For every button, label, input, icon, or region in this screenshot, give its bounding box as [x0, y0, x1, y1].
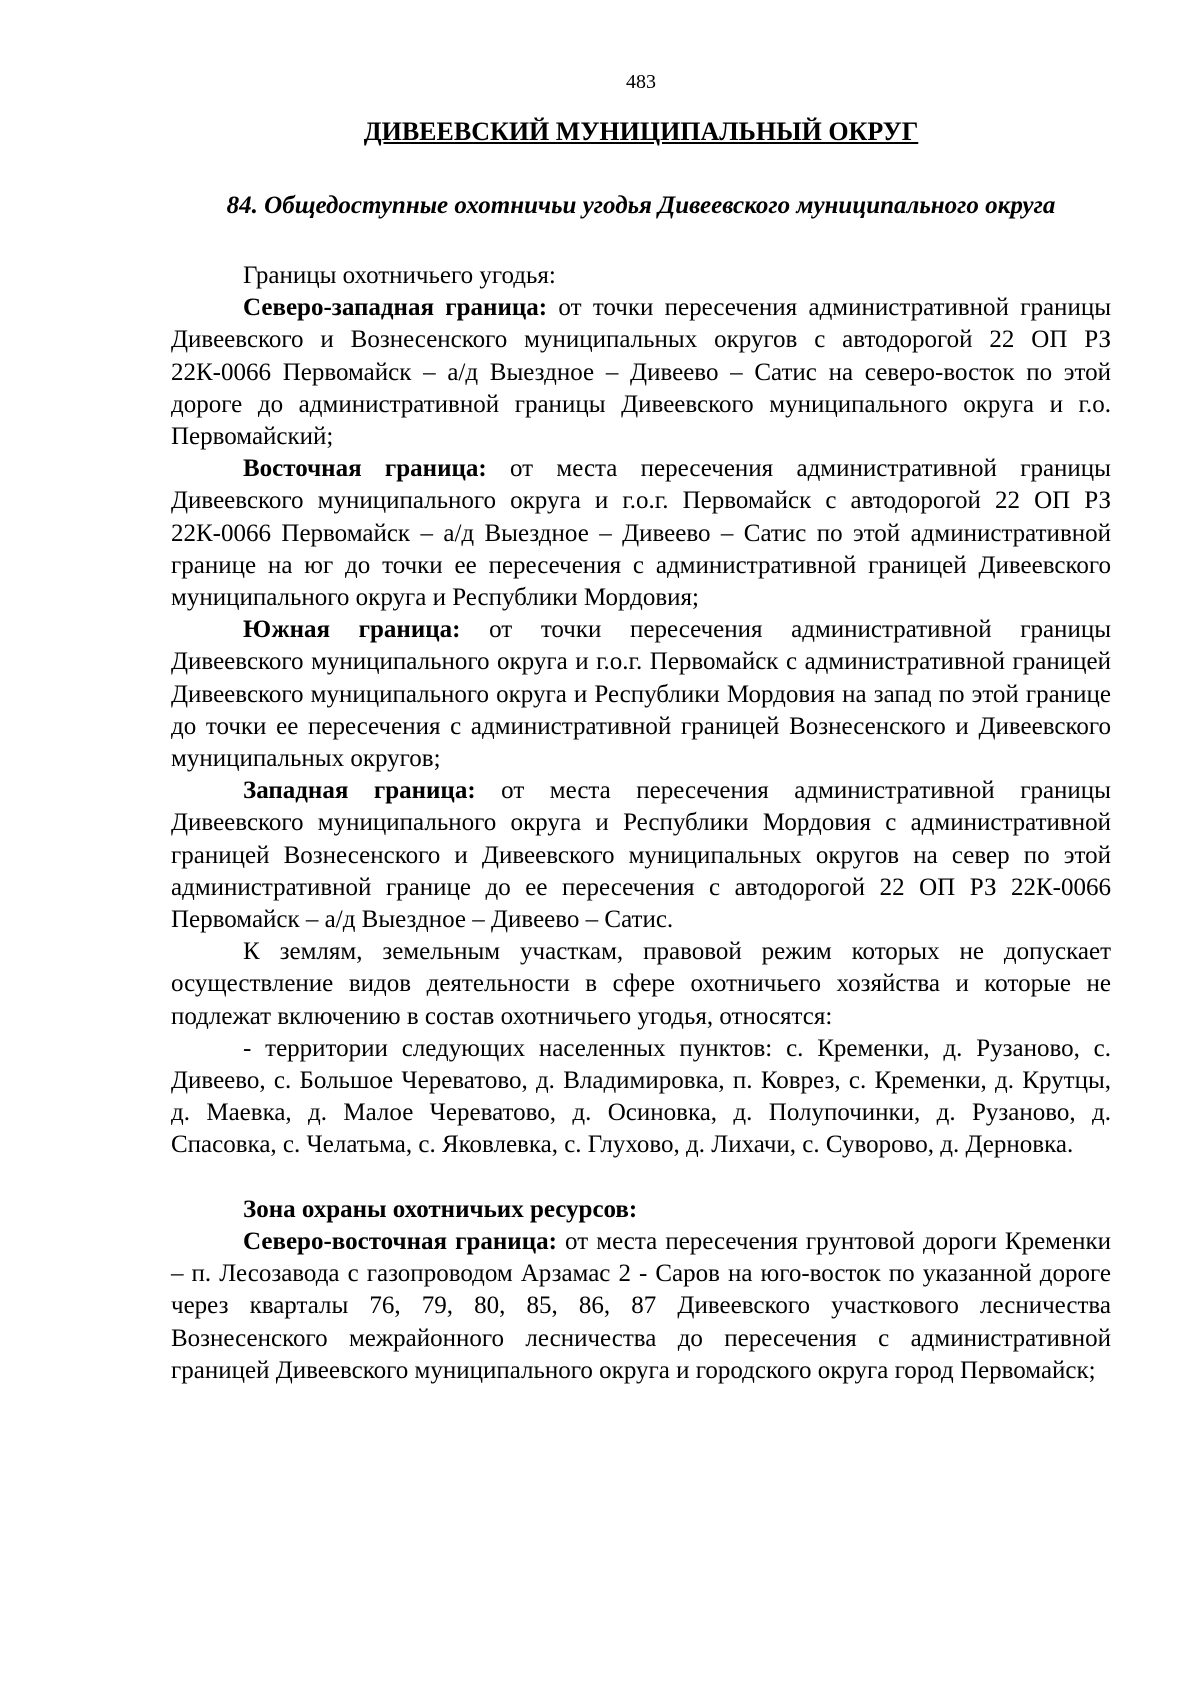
northeast-boundary-paragraph — [171, 1226, 1111, 1387]
settlements-list: - территории следующих населенных пунктов: с. Кременки, д. Рузаново, с. Дивеево, с. Большое Череватово, д. Владимировка, п. Коврез, с. Кременки, д. Крутцы, д. Маевка, д. Малое Череватово, д. Осиновка, д. Полупочинки, д. Рузаново, д. Спасовка, с. Челатьма, с. Яковлевка, с. Глухово, д. Лихачи, с. Суворово, д. Дерновка. — [171, 1034, 1111, 1159]
east-boundary-label: Восточная граница: — [243, 455, 487, 483]
east-boundary-paragraph — [171, 453, 1111, 614]
northwest-boundary-text: от точки пересечения административной границы Дивеевского и Вознесенского муниципальных округов с автодорогой 22 ОП РЗ 22К-0066 Первомайск – а/д Выездное – Дивеево – Сатис на северо-восток по этой дороге до административной границы Дивеевского муниципального округа и г.о. Первомайский; — [171, 294, 1111, 451]
west-boundary-paragraph — [171, 775, 1111, 936]
northeast-boundary-label: Северо-восточная граница: — [243, 1227, 557, 1255]
south-boundary-text: от точки пересечения административной границы Дивеевского муниципального округа и г.о.г. Первомайск с административной границей Дивеевского муниципального округа и Республики Мордовия на запад по этой границе до точки ее пересечения с административной границей Вознесенского и Дивеевского муниципальных округов; — [171, 616, 1111, 773]
northeast-boundary-text: от места пересечения грунтовой дороги Кременки – п. Лесозавода с газопроводом Арзамас 2 - Саров на юго-восток по указанной дороге через кварталы 76, 79, 80, 85, 86, 87 Дивеевского участкового лесничества Вознесенского межрайонного лесничества до пересечения с административной границей Дивеевского муниципального округа и городского округа город Первомайск; — [171, 1227, 1111, 1384]
protection-zone-heading: Зона охраны охотничьих ресурсов: — [243, 1195, 638, 1223]
west-boundary-text: от места пересечения административной границы Дивеевского муниципального округа и Республики Мордовия с административной границей Вознесенского и Дивеевского муниципальных округов на север по этой административной границе до ее пересечения с автодорогой 22 ОП РЗ 22К-0066 Первомайск – а/д Выездное – Дивеево – Сатис. — [171, 777, 1111, 934]
northwest-boundary-label: Северо-западная граница: — [243, 294, 548, 322]
northwest-boundary-paragraph — [171, 292, 1111, 453]
east-boundary-text: от места пересечения административной границы Дивеевского муниципального округа и г.о.г. Первомайск с автодорогой 22 ОП РЗ 22К-0066 Первомайск – а/д Выездное – Дивеево – Сатис по этой административной границе на юг до точки ее пересечения с административной границей Дивеевского муниципального округа и Республики Мордовия; — [171, 455, 1111, 612]
district-title: ДИВЕЕВСКИЙ МУНИЦИПАЛЬНЫЙ ОКРУГ — [363, 117, 919, 146]
page-number: 483 — [626, 71, 656, 93]
south-boundary-label: Южная граница: — [243, 616, 461, 644]
boundaries-intro: Границы охотничьего угодья: — [243, 262, 556, 289]
west-boundary-label: Западная граница: — [243, 777, 476, 805]
south-boundary-paragraph — [171, 614, 1111, 775]
exclusions-intro: К землям, земельным участкам, правовой режим которых не допускает осуществление видов деятельности в сфере охотничьего хозяйства и которые не подлежат включению в состав охотничьего угодья, относятся: — [171, 938, 1111, 1030]
document-body — [171, 260, 1111, 1387]
section-title: 84. Общедоступные охотничьи угодья Дивеевского муниципального округа — [226, 192, 1056, 219]
